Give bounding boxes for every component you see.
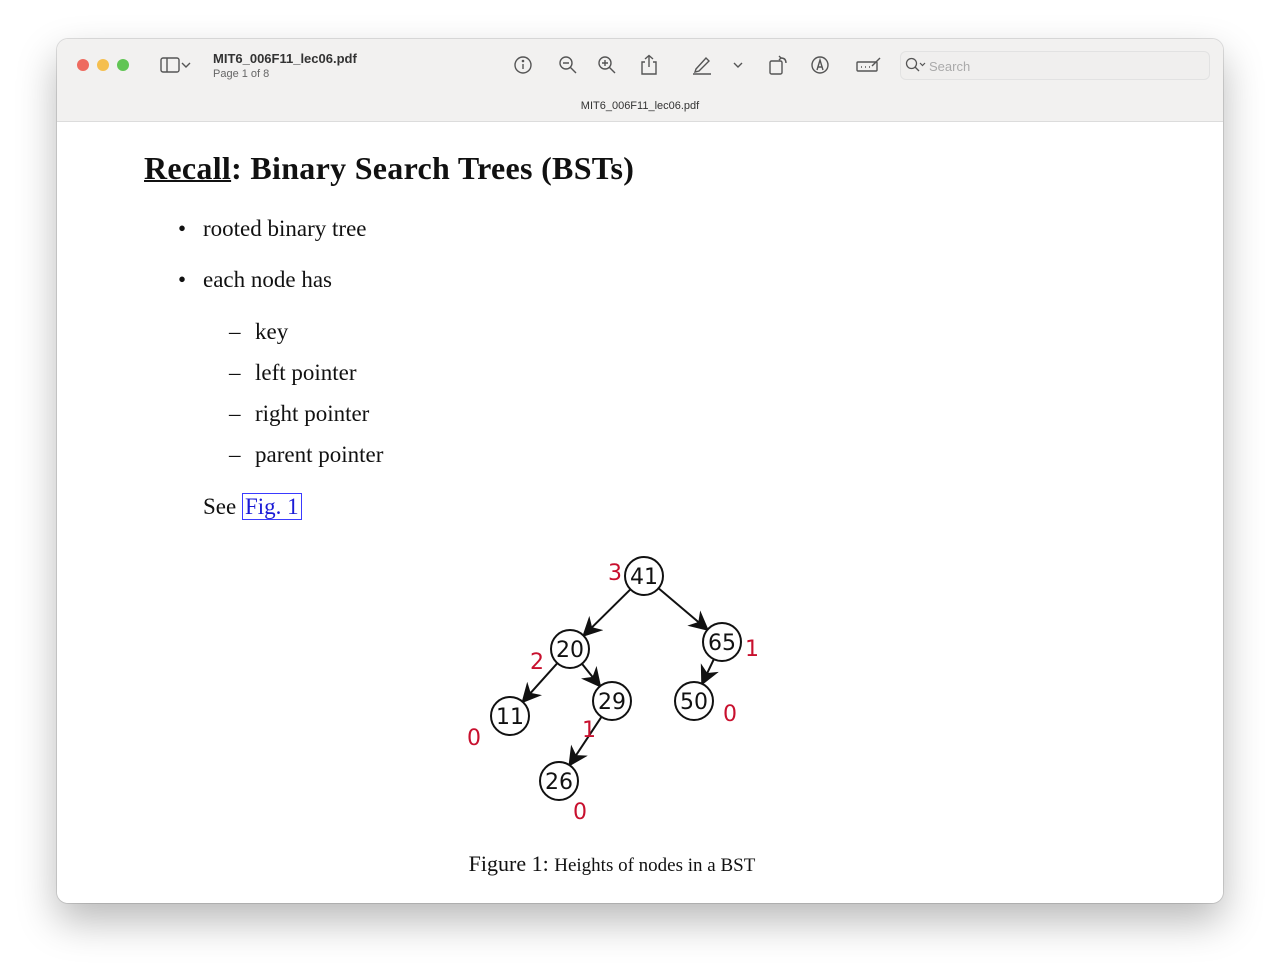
sub-bullet-item: left pointer xyxy=(255,360,357,385)
dash: – xyxy=(229,319,241,344)
signature-icon[interactable] xyxy=(854,53,884,77)
figure-link[interactable]: Fig. 1 xyxy=(242,493,302,520)
figure-caption xyxy=(57,851,1167,877)
tab-title: MIT6_006F11_lec06.pdf xyxy=(580,100,700,112)
share-icon[interactable] xyxy=(636,53,662,77)
node-key: 65 xyxy=(708,631,736,656)
bullet-item: each node has xyxy=(203,267,332,292)
document-title: MIT6_006F11_lec06.pdf xyxy=(213,51,357,66)
highlight-pen-icon[interactable] xyxy=(689,53,715,77)
sub-bullet-item: right pointer xyxy=(255,401,370,426)
page-indicator: Page 1 of 8 xyxy=(213,68,270,80)
node-height: 0 xyxy=(723,702,737,727)
tree-edge xyxy=(584,589,631,635)
pdf-page xyxy=(57,122,1223,903)
node-height: 1 xyxy=(582,718,596,743)
node-key: 11 xyxy=(496,705,524,730)
caption-text: Heights of nodes in a BST xyxy=(554,855,756,876)
sub-bullet-item: parent pointer xyxy=(255,442,384,467)
node-key: 50 xyxy=(680,690,708,715)
bullet-mark: • xyxy=(178,267,187,292)
zoom-in-icon[interactable] xyxy=(594,53,620,77)
dash: – xyxy=(229,442,241,467)
search-placeholder: Search xyxy=(929,59,971,74)
search-icon xyxy=(905,57,927,73)
node-key: 26 xyxy=(545,770,573,795)
zoom-button[interactable] xyxy=(117,59,129,71)
close-button[interactable] xyxy=(77,59,89,71)
node-height: 3 xyxy=(608,561,622,586)
zoom-out-icon[interactable] xyxy=(555,53,581,77)
node-height: 2 xyxy=(530,650,544,675)
dash: – xyxy=(229,360,241,385)
chevron-down-icon[interactable] xyxy=(731,53,745,77)
see-text: See xyxy=(203,494,237,519)
tree-edge xyxy=(659,588,708,629)
sub-bullet-item: key xyxy=(255,319,289,344)
caption-label: Figure 1: xyxy=(468,851,549,876)
heading-rest: : Binary Search Trees (BSTs) xyxy=(231,150,635,186)
minimize-button[interactable] xyxy=(97,59,109,71)
bullet-item: rooted binary tree xyxy=(203,216,367,241)
preview-window xyxy=(57,39,1223,903)
node-height: 0 xyxy=(573,800,587,825)
rotate-icon[interactable] xyxy=(765,53,791,77)
info-icon[interactable] xyxy=(510,53,536,77)
chevron-down-icon[interactable] xyxy=(179,53,193,77)
node-height: 0 xyxy=(467,726,481,751)
toolbar xyxy=(57,39,1223,122)
node-key: 41 xyxy=(630,565,658,590)
tree-edge xyxy=(582,664,600,686)
tree-edge xyxy=(702,659,714,684)
markup-icon[interactable] xyxy=(807,53,833,77)
node-height: 1 xyxy=(745,637,759,662)
search-input[interactable] xyxy=(900,51,1210,80)
node-key: 29 xyxy=(598,690,626,715)
bst-figure xyxy=(57,122,1223,903)
dash: – xyxy=(229,401,241,426)
bullet-mark: • xyxy=(178,216,187,241)
heading-underlined: Recall xyxy=(144,150,232,186)
node-key: 20 xyxy=(556,638,584,663)
